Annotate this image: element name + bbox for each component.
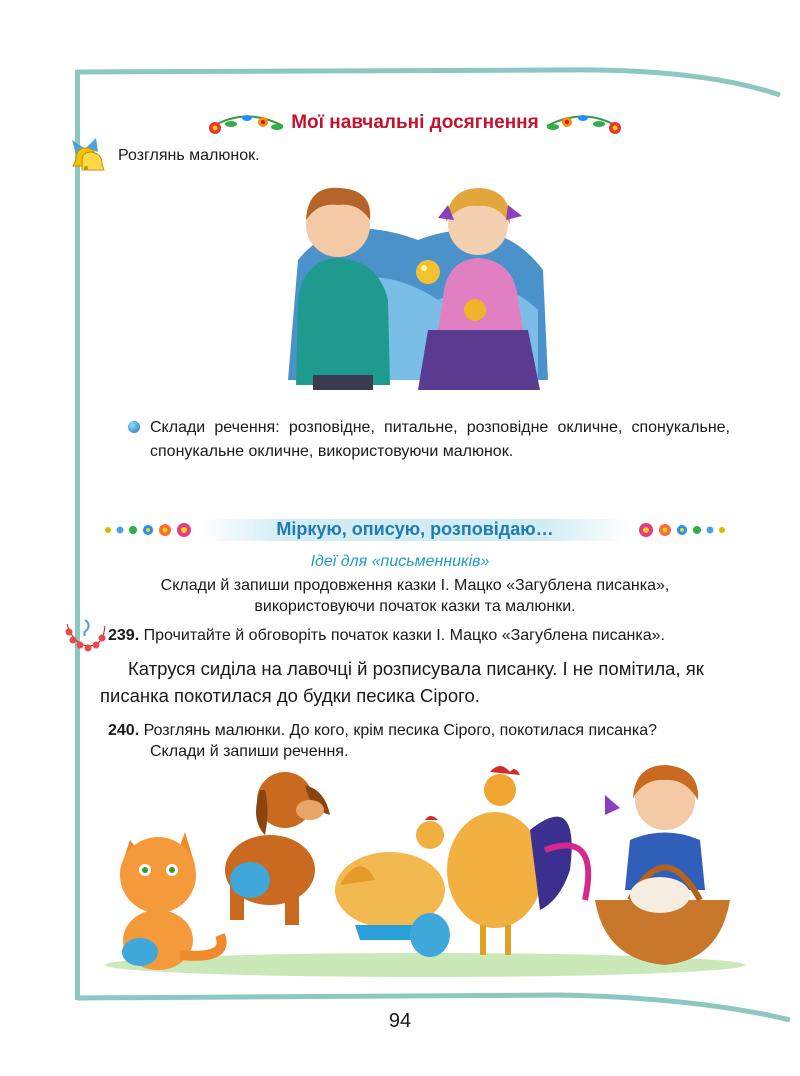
flower-row-right-icon	[625, 520, 730, 540]
task-sentences-text: Склади речення: розповідне, питальне, розповідне окличне, спонукальне, спонукальне окличне, використовуючи малюнок.	[150, 419, 730, 460]
exercise-240-number: 240.	[108, 722, 140, 739]
exercise-240-line-1: Розглянь малюнки. До кого, крім песика Сірого, покотилася писанка?	[143, 722, 657, 739]
task-intro: Розглянь малюнок.	[118, 147, 260, 164]
hen-illustration	[335, 816, 450, 957]
page-frame-top	[0, 0, 800, 120]
ideas-line-2: використовуючи початок казки та малюнки.	[254, 598, 576, 615]
beads-icon	[63, 618, 109, 654]
exercise-239-text: Прочитайте й обговоріть початок казки І. Мацко «Загублена писанка».	[143, 627, 665, 644]
section-banner	[100, 515, 730, 545]
exercise-240	[108, 720, 738, 762]
section-heading	[205, 108, 625, 140]
ideas-title: Ідеї для «письменників»	[310, 553, 490, 570]
animals-and-girl-illustration	[100, 760, 750, 980]
page-number: 94	[388, 1010, 412, 1032]
bullet-icon	[128, 421, 140, 433]
kitten-illustration	[120, 832, 222, 970]
exercise-239	[108, 627, 665, 645]
section-title: Мої навчальні досягнення	[291, 112, 539, 133]
ideas-instructions	[140, 575, 690, 617]
exercise-239-number: 239.	[108, 627, 140, 644]
girl-with-basket-illustration	[595, 765, 730, 965]
story-text: Катруся сиділа на лавочці й розписувала писанку. І не помітила, як писанка покотилася до будки песика Сірого.	[100, 658, 704, 706]
rooster-illustration	[447, 766, 588, 955]
puppy-illustration	[225, 772, 330, 925]
exercise-240-line-2: Склади й запиши речення.	[150, 743, 349, 760]
ideas-line-1: Склади й запиши продовження казки І. Мацко «Загублена писанка»,	[160, 577, 670, 594]
bell-icon	[62, 130, 110, 176]
banner-title: Міркую, описую, розповідаю…	[276, 519, 554, 539]
flower-row-left-icon	[100, 520, 205, 540]
kids-with-apples-illustration	[278, 180, 553, 395]
floral-ornament-right	[545, 108, 625, 140]
page-frame-left	[75, 70, 80, 1000]
